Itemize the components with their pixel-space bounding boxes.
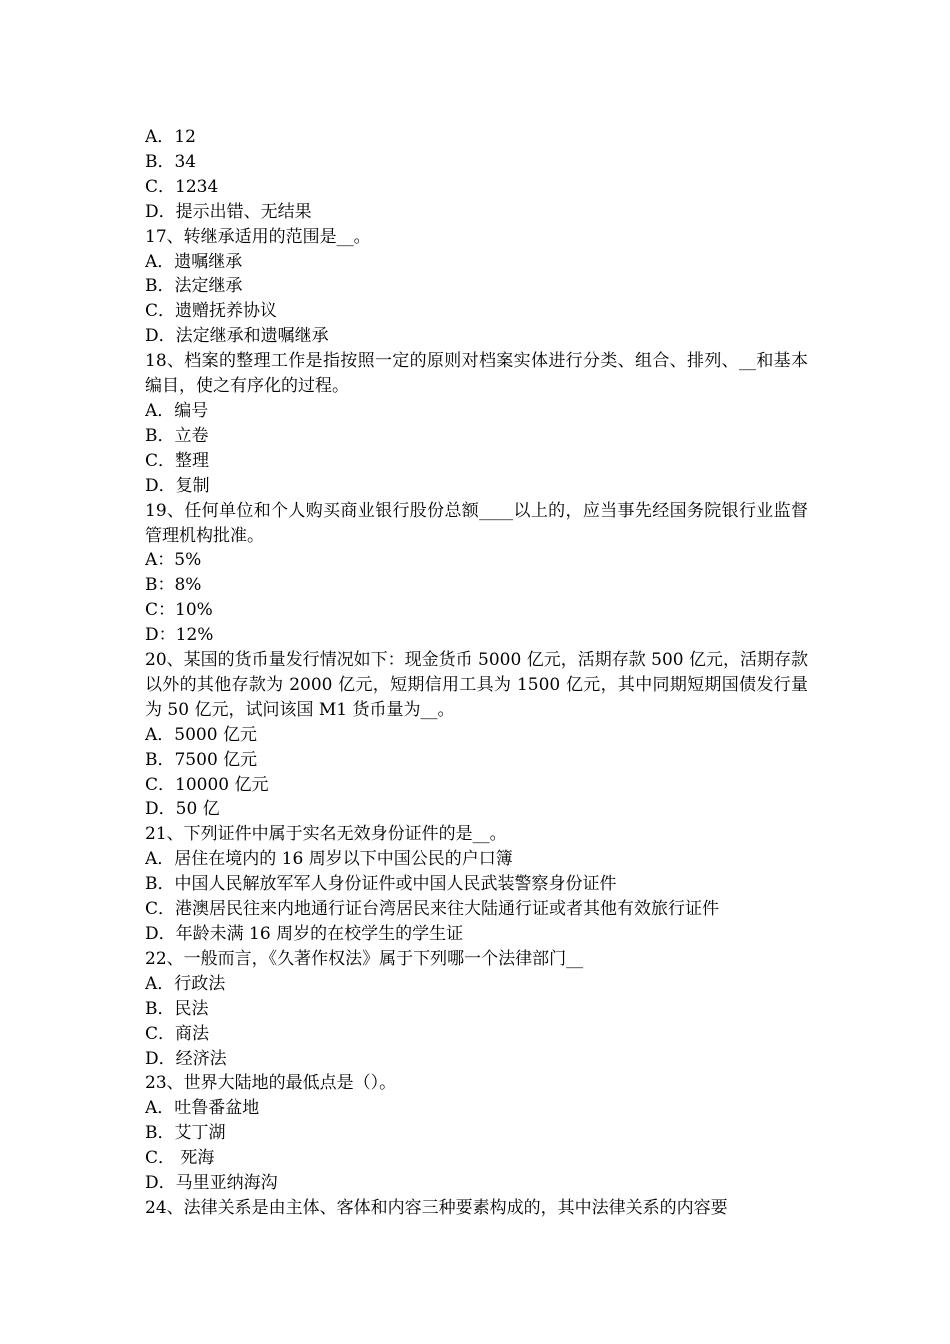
answer-option: B．民法	[145, 998, 209, 1019]
answer-option: D：12%	[145, 625, 214, 646]
answer-option: D．50 亿	[145, 799, 220, 820]
answer-option: C．港澳居民往来内地通行证台湾居民来往大陆通行证或者其他有效旅行证件	[145, 899, 720, 920]
answer-option: B．艾丁湖	[145, 1123, 226, 1144]
answer-option: C． 死海	[145, 1148, 215, 1169]
answer-option: B．立卷	[145, 425, 209, 446]
answer-option: A．12	[145, 127, 196, 147]
answer-option: D．复制	[145, 475, 210, 496]
question-text: 18、档案的整理工作是指按照一定的原则对档案实体进行分类、组合、排列、__和基本编目，使之有序化的过程。	[145, 351, 808, 397]
answer-option: C．1234	[145, 176, 219, 197]
answer-option: A．行政法	[145, 973, 226, 994]
question-text: 23、世界大陆地的最低点是（）。	[145, 1073, 397, 1094]
answer-option: B．法定继承	[145, 276, 243, 297]
answer-option: C：10%	[145, 600, 213, 621]
question-text: 21、下列证件中属于实名无效身份证件的是__。	[145, 824, 507, 845]
answer-option: A．居住在境内的 16 周岁以下中国公民的户口簿	[145, 849, 513, 870]
answer-option: A．编号	[145, 400, 209, 421]
answer-option: B：8%	[145, 575, 202, 596]
answer-option: A．吐鲁番盆地	[145, 1098, 260, 1119]
question-text: 17、转继承适用的范围是__。	[145, 226, 371, 247]
answer-option: C．遗赠抚养协议	[145, 301, 278, 322]
answer-option: C．商法	[145, 1023, 210, 1044]
answer-option: D．马里亚纳海沟	[145, 1173, 278, 1194]
answer-option: D．法定继承和遗嘱继承	[145, 326, 329, 347]
answer-option: B．7500 亿元	[145, 749, 258, 770]
question-text: 19、任何单位和个人购买商业银行股份总额____以上的，应当事先经国务院银行业监督管理机构批准。	[145, 500, 808, 546]
answer-option: B．中国人民解放军军人身份证件或中国人民武装警察身份证件	[145, 874, 617, 895]
question-text: 20、某国的货币量发行情况如下：现金货币 5000 亿元，活期存款 500 亿元，活期存款以外的其他存款为 2000 亿元，短期信用工具为 1500 亿元，其中同期短期国债发行量为 50 亿元，试问该国 M1 货币量为__。	[145, 650, 808, 720]
answer-option: C．整理	[145, 450, 210, 471]
answer-option: D．年龄未满 16 周岁的在校学生的学生证	[145, 924, 464, 944]
answer-option: C．10000 亿元	[145, 774, 269, 795]
answer-option: B．34	[145, 151, 197, 172]
answer-option: A：5%	[145, 550, 202, 571]
answer-option: A．遗嘱继承	[145, 251, 243, 272]
question-text: 22、一般而言，《久著作权法》属于下列哪一个法律部门__	[145, 948, 584, 969]
answer-option: A．5000 亿元	[145, 724, 257, 745]
answer-option: D．提示出错、无结果	[145, 201, 312, 222]
document-body	[145, 125, 808, 1221]
question-text: 24、法律关系是由主体、客体和内容三种要素构成的，其中法律关系的内容要	[145, 1197, 728, 1218]
answer-option: D．经济法	[145, 1048, 227, 1069]
